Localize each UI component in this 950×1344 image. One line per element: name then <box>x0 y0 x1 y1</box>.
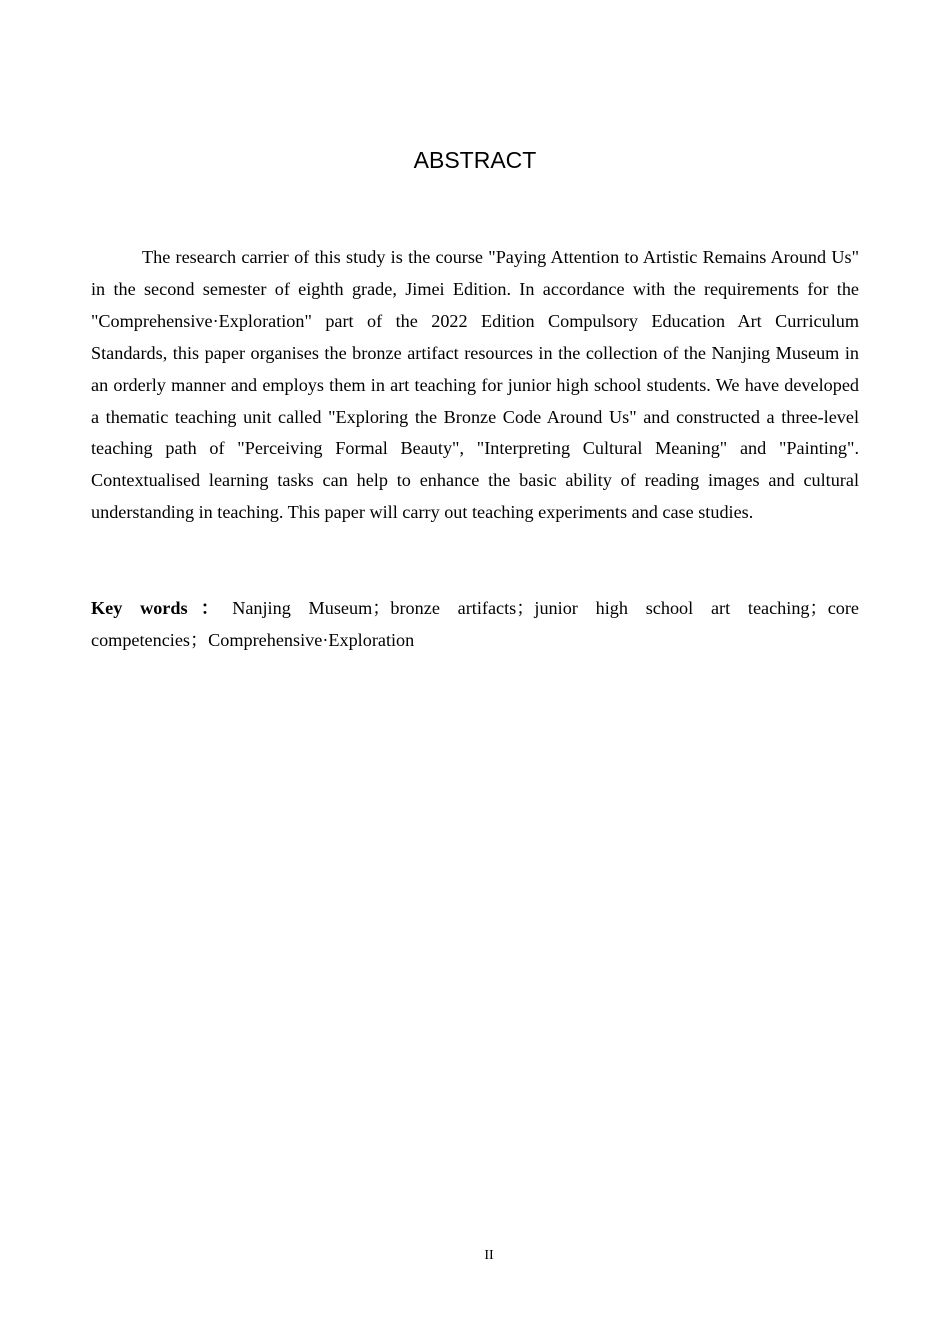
keywords-label: Key words： <box>91 598 233 618</box>
abstract-paragraph: The research carrier of this study is the course "Paying Attention to Artistic Remains Around Us" in the second semester of eighth grade, Jimei Edition. In accordance with the requirements for the "Comprehensive·Exploration" part of the 2022 Edition Compulsory Education Art Curriculum Standards, this paper organises the bronze artifact resources in the collection of the Nanjing Museum in an orderly manner and employs them in art teaching for junior high school students. We have developed a thematic teaching unit called "Exploring the Bronze Code Around Us" and constructed a three-level teaching path of "Perceiving Formal Beauty", "Interpreting Cultural Meaning" and "Painting". Contextualised learning tasks can help to enhance the basic ability of reading images and cultural understanding in teaching. This paper will carry out teaching experiments and case studies. <box>91 247 859 523</box>
page-number: II <box>484 1248 494 1263</box>
abstract-title: ABSTRACT <box>413 147 537 173</box>
keywords-paragraph <box>91 593 859 657</box>
keywords-list: Nanjing Museum；bronze artifacts；junior high school art teaching；core competencies；Comprehensive·Exploration <box>91 598 859 650</box>
